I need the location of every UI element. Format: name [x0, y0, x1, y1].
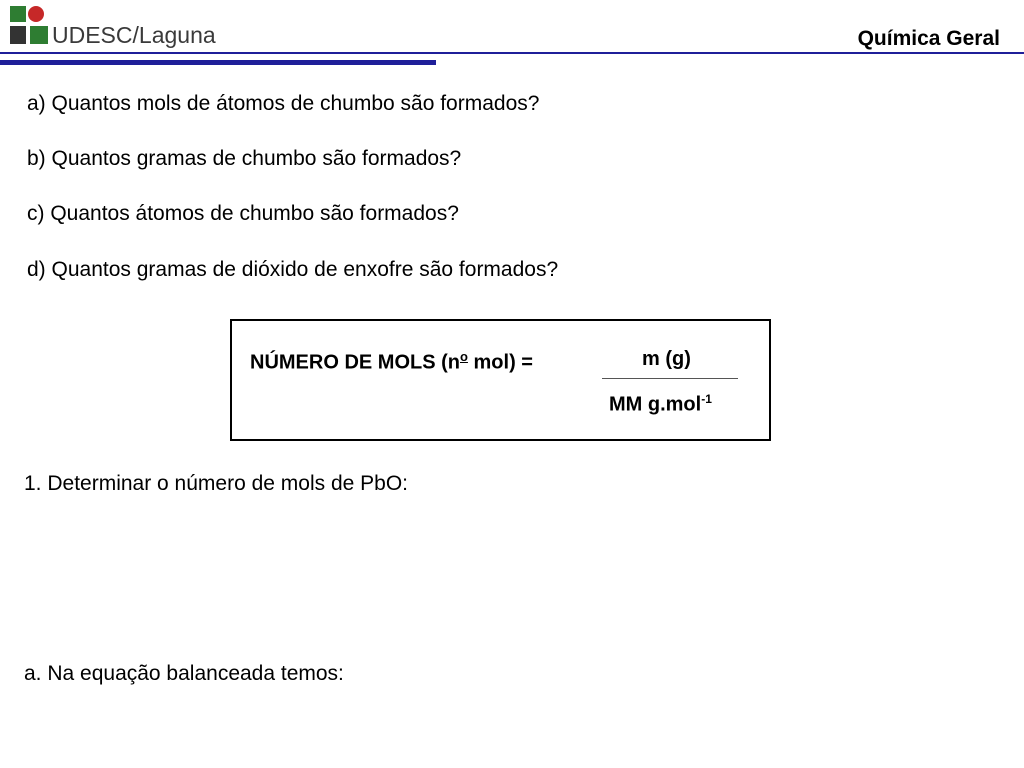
formula-denominator: MM g.mol$^{-1}$: [609, 392, 712, 416]
formula-label: NÚMERO DE MOLS ($n^o$ mol) =: [250, 349, 533, 374]
fraction-bar: [602, 378, 738, 379]
brand-name: UDESC/Laguna: [52, 22, 216, 48]
question-d: d) Quantos gramas de dióxido de enxofre são formados?: [27, 258, 559, 281]
header-rule-thick: [0, 60, 436, 65]
question-a: a) Quantos mols de átomos de chumbo são formados?: [27, 92, 540, 115]
course-title: Química Geral: [857, 27, 1000, 50]
question-b: b) Quantos gramas de chumbo são formados?: [27, 147, 462, 170]
question-c: c) Quantos átomos de chumbo são formados?: [27, 202, 459, 225]
header-rule-thin: [0, 52, 1024, 54]
step-1: 1. Determinar o número de mols de PbO:: [24, 472, 409, 495]
udesc-logo-icon: [8, 4, 50, 46]
mol-formula-box: [230, 319, 771, 441]
formula-numerator: m (g): [642, 348, 691, 370]
step-a: a. Na equação balanceada temos:: [24, 662, 344, 685]
